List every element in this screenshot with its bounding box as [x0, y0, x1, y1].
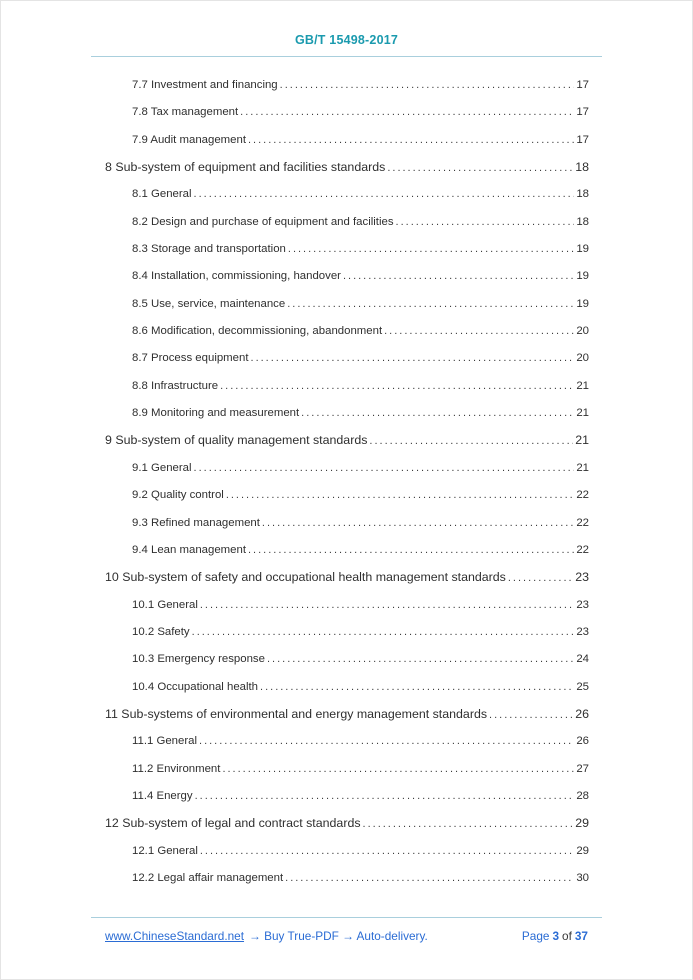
toc-entry[interactable] [132, 345, 589, 372]
toc-entry-page: 20 [576, 325, 589, 338]
toc-entry-label: 8.7 Process equipment [132, 352, 249, 365]
toc-entry[interactable] [132, 181, 589, 208]
toc-entry[interactable] [132, 236, 589, 263]
toc-entry-page: 27 [576, 762, 589, 775]
toc-dot-leader [288, 236, 574, 263]
toc-entry-label: 9.1 General [132, 461, 192, 474]
page-number-total: 37 [574, 929, 588, 943]
toc-dot-leader [508, 564, 573, 591]
toc-dot-leader [285, 865, 574, 892]
toc-entry-page: 18 [576, 188, 589, 201]
toc-entry-page: 22 [576, 543, 589, 556]
footer-row [1, 918, 692, 943]
toc-entry-page: 18 [575, 160, 589, 175]
toc-entry[interactable] [132, 209, 589, 236]
toc-entry-page: 22 [576, 489, 589, 502]
toc-dot-leader [251, 345, 575, 372]
toc-dot-leader [384, 318, 574, 345]
toc-dot-leader [226, 482, 575, 509]
toc-entry[interactable] [132, 674, 589, 701]
toc-entry[interactable] [132, 646, 589, 673]
page-indicator [522, 929, 588, 943]
toc-entry-label: 11 Sub-systems of environmental and energy management standards [105, 706, 488, 721]
toc-dot-leader [267, 646, 574, 673]
toc-entry[interactable] [132, 619, 589, 646]
toc-dot-leader [287, 291, 574, 318]
document-footer [1, 917, 692, 979]
toc-entry-page: 19 [576, 270, 589, 283]
toc-dot-leader [387, 154, 573, 181]
toc-entry-label: 9.3 Refined management [132, 516, 260, 529]
toc-dot-leader [248, 127, 574, 154]
toc-entry-page: 17 [576, 79, 589, 91]
toc-entry-page: 17 [576, 133, 589, 146]
toc-entry-page: 26 [575, 706, 589, 721]
toc-entry-page: 21 [576, 379, 589, 392]
toc-dot-leader [222, 756, 574, 783]
document-header-title: GB/T 15498-2017 [294, 33, 399, 47]
toc-dot-leader [240, 99, 574, 126]
toc-entry-label: 8.4 Installation, commissioning, handover [132, 270, 341, 283]
toc-entry-label: 12.1 General [132, 844, 198, 857]
toc-entry-label: 10.1 General [132, 598, 198, 611]
document-header [1, 1, 692, 57]
toc-dot-leader [363, 810, 574, 837]
toc-dot-leader [192, 619, 575, 646]
toc-entry[interactable] [132, 400, 589, 427]
toc-entry-label: 11.2 Environment [132, 762, 221, 775]
toc-entry-label: 8.3 Storage and transportation [132, 243, 286, 256]
toc-entry[interactable] [132, 783, 589, 810]
toc-dot-leader [262, 510, 574, 537]
toc-entry[interactable] [132, 291, 589, 318]
toc-entry-label: 10.2 Safety [132, 625, 190, 638]
toc-entry[interactable] [132, 865, 589, 892]
toc-entry-page: 26 [576, 735, 589, 748]
toc-entry[interactable] [105, 701, 589, 728]
toc-dot-leader [200, 838, 574, 865]
toc-entry-page: 20 [576, 352, 589, 365]
toc-entry-label: 11.4 Energy [132, 789, 193, 802]
toc-entry[interactable] [132, 263, 589, 290]
toc-entry-label: 12 Sub-system of legal and contract standards [105, 816, 361, 831]
toc-entry-label: 7.8 Tax management [132, 106, 239, 119]
toc-entry-page: 19 [576, 297, 589, 310]
toc-entry[interactable] [105, 810, 589, 837]
toc-entry-label: 8.2 Design and purchase of equipment and facilities [132, 215, 394, 228]
toc-entry[interactable] [132, 537, 589, 564]
toc-entry-label: 7.7 Investment and financing [132, 79, 278, 91]
toc-list [1, 57, 692, 917]
toc-dot-leader [220, 373, 574, 400]
toc-entry[interactable] [105, 427, 589, 454]
toc-entry-page: 30 [576, 871, 589, 884]
toc-entry-page: 21 [576, 407, 589, 420]
toc-entry-label: 8.5 Use, service, maintenance [132, 297, 286, 310]
toc-entry-page: 18 [576, 215, 589, 228]
toc-dot-leader [343, 263, 574, 290]
toc-entry[interactable] [132, 592, 589, 619]
toc-entry-label: 8.6 Modification, decommissioning, abandonment [132, 325, 383, 338]
toc-entry[interactable] [132, 455, 589, 482]
toc-entry-label: 8 Sub-system of equipment and facilities standards [105, 160, 386, 175]
footer-left [105, 929, 428, 943]
toc-entry-page: 29 [576, 844, 589, 857]
toc-entry[interactable] [132, 728, 589, 755]
toc-entry-label: 12.2 Legal affair management [132, 871, 284, 884]
footer-site-link[interactable]: www.ChineseStandard.net [105, 929, 245, 943]
toc-entry-page: 25 [576, 680, 589, 693]
toc-entry-page: 19 [576, 243, 589, 256]
toc-entry-label: 9.4 Lean management [132, 543, 246, 556]
page-number-current: 3 [552, 929, 560, 943]
toc-dot-leader [199, 728, 574, 755]
toc-entry-label: 7.9 Audit management [132, 133, 246, 146]
toc-entry-label: 8.1 General [132, 188, 192, 201]
toc-entry-page: 29 [575, 816, 589, 831]
toc-entry[interactable] [132, 72, 589, 99]
toc-entry-label: 10.3 Emergency response [132, 653, 265, 666]
toc-dot-leader [489, 701, 573, 728]
toc-entry[interactable] [132, 318, 589, 345]
toc-entry[interactable] [132, 838, 589, 865]
toc-entry-label: 10 Sub-system of safety and occupational health management standards [105, 570, 506, 585]
toc-entry[interactable] [132, 510, 589, 537]
toc-entry-label: 10.4 Occupational health [132, 680, 259, 693]
toc-entry-label: 9 Sub-system of quality management standards [105, 433, 368, 448]
page-of-label: of [562, 929, 572, 943]
toc-entry-label: 9.2 Quality control [132, 489, 224, 502]
toc-entry[interactable] [132, 373, 589, 400]
toc-entry[interactable] [132, 756, 589, 783]
toc-entry-label: 8.9 Monitoring and measurement [132, 407, 300, 420]
toc-entry[interactable] [105, 154, 589, 181]
toc-dot-leader [280, 72, 575, 99]
toc-dot-leader [396, 209, 575, 236]
toc-entry-page: 23 [576, 625, 589, 638]
toc-entry-page: 24 [576, 653, 589, 666]
footer-tagline: → Buy True-PDF → Auto-delivery. [249, 929, 428, 943]
toc-entry-page: 28 [576, 789, 589, 802]
toc-dot-leader [200, 592, 574, 619]
toc-entry[interactable] [105, 564, 589, 591]
toc-entry-page: 23 [576, 598, 589, 611]
toc-entry-page: 17 [576, 106, 589, 119]
toc-entry[interactable] [132, 99, 589, 126]
toc-entry-page: 21 [576, 461, 589, 474]
toc-entry-page: 23 [575, 570, 589, 585]
toc-entry-label: 8.8 Infrastructure [132, 379, 219, 392]
toc-entry-label: 11.1 General [132, 735, 198, 748]
toc-dot-leader [195, 783, 575, 810]
toc-dot-leader [260, 674, 574, 701]
toc-entry-page: 22 [576, 516, 589, 529]
toc-entry-page: 21 [575, 433, 589, 448]
toc-dot-leader [301, 400, 574, 427]
toc-entry[interactable] [132, 482, 589, 509]
page-label: Page [521, 929, 550, 943]
toc-entry[interactable] [132, 127, 589, 154]
toc-dot-leader [369, 427, 573, 454]
toc-dot-leader [248, 537, 574, 564]
toc-dot-leader [194, 181, 575, 208]
toc-dot-leader [194, 455, 575, 482]
